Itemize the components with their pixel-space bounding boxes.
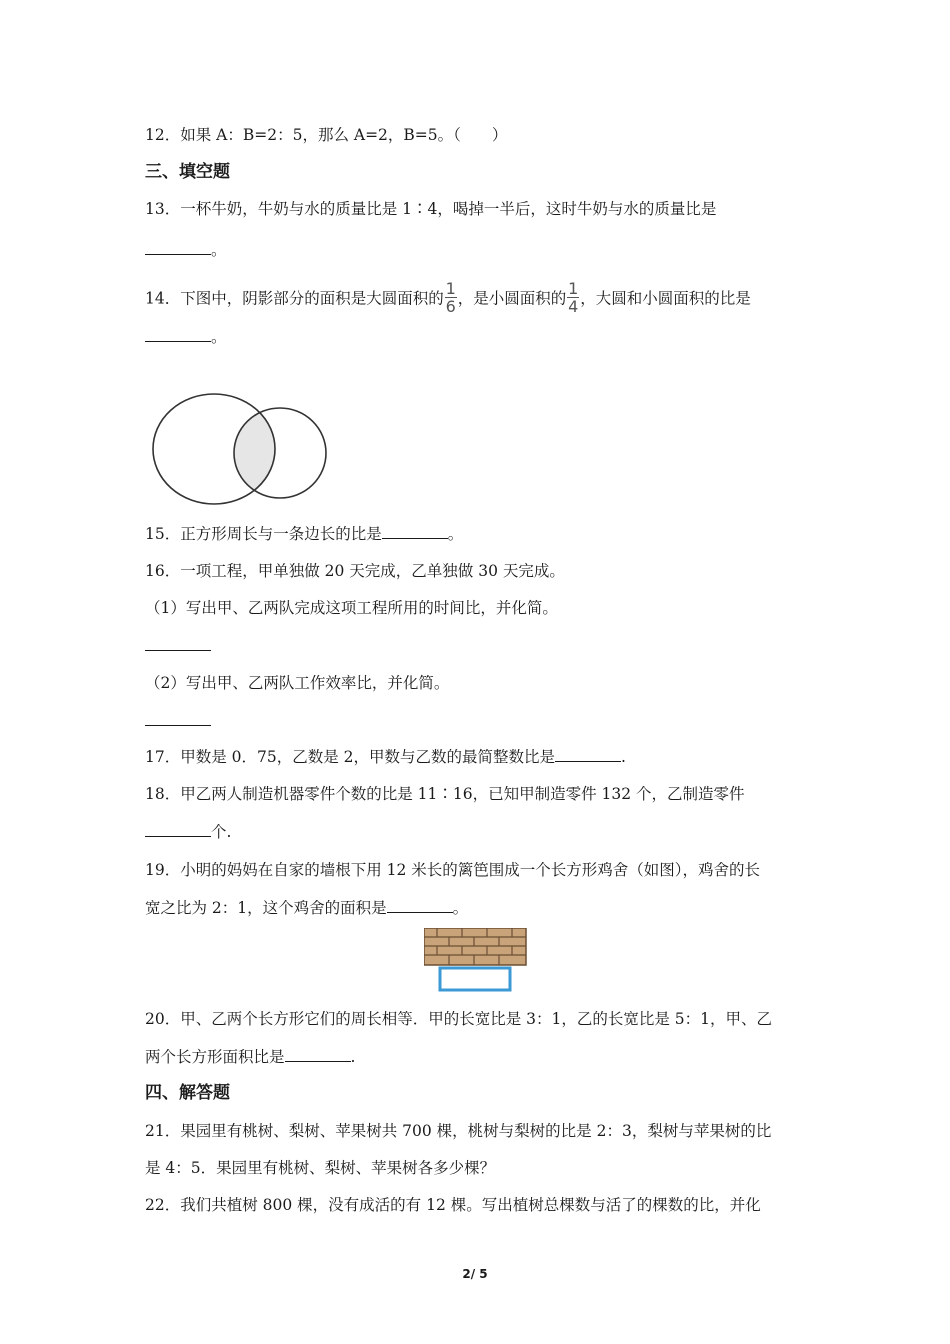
question-20-line1: 20．甲、乙两个长方形它们的周长相等．甲的长宽比是 3：1，乙的长宽比是 5：1，甲、乙 xyxy=(145,1010,773,1028)
question-16-sub1: （1）写出甲、乙两队完成这项工程所用的时间比，并化简。 xyxy=(145,599,558,617)
page-number: 2/ 5 xyxy=(462,1267,488,1281)
question-14-text-a: 14．下图中，阴影部分的面积是大圆面积的 xyxy=(145,289,444,308)
answer-blank[interactable] xyxy=(145,711,211,726)
question-21-line1: 21．果园里有桃树、梨树、苹果树共 700 棵，桃树与梨树的比是 2：3，梨树与苹果树的比 xyxy=(145,1122,772,1140)
question-12: 12．如果 A：B=2：5，那么 A=2，B=5。（ ） xyxy=(145,126,508,144)
brick-wall-coop-figure xyxy=(424,928,528,994)
answer-blank[interactable] xyxy=(145,822,211,837)
question-16: 16．一项工程，甲单独做 20 天完成，乙单独做 30 天完成。 xyxy=(145,562,565,580)
question-21-line2: 是 4：5．果园里有桃树、梨树、苹果树各多少棵？ xyxy=(145,1159,496,1177)
question-16-sub2: （2）写出甲、乙两队工作效率比，并化简。 xyxy=(145,674,450,692)
question-19-line2: 宽之比为 2：1，这个鸡舍的面积是 。 xyxy=(145,899,469,917)
answer-blank[interactable] xyxy=(382,524,448,539)
question-22-line1: 22．我们共植树 800 棵，没有成活的有 12 棵。写出植树总棵数与活了的棵数的比，并化 xyxy=(145,1196,761,1214)
question-13-line2 xyxy=(145,240,227,260)
question-14-text-b: ，是小圆面积的 xyxy=(457,289,567,308)
answer-blank[interactable] xyxy=(285,1047,351,1062)
section-heading-fill-in: 三、填空题 xyxy=(145,162,230,182)
chicken-coop-fence xyxy=(440,968,510,990)
question-14-line2 xyxy=(145,327,227,347)
question-13-tail: 。 xyxy=(211,241,227,259)
answer-blank[interactable] xyxy=(145,327,211,342)
question-18-line2: 个. xyxy=(145,822,231,842)
overlapping-circles-figure xyxy=(148,390,333,510)
answer-blank[interactable] xyxy=(145,636,211,651)
section-heading-solve: 四、解答题 xyxy=(145,1083,230,1103)
question-14-line1 xyxy=(145,279,751,316)
question-19-line1: 19．小明的妈妈在自家的墙根下用 12 米长的篱笆围成一个长方形鸡舍（如图），鸡舍的长 xyxy=(145,861,761,879)
answer-blank[interactable] xyxy=(145,240,211,255)
answer-blank[interactable] xyxy=(555,747,621,762)
question-16-sub1-answer xyxy=(145,636,211,656)
fraction-one-quarter: $\frac{1}{4}$ xyxy=(568,279,579,316)
question-20-line2: 两个长方形面积比是 . xyxy=(145,1048,356,1066)
question-13-line1: 13．一杯牛奶，牛奶与水的质量比是 1∶4，喝掉一半后，这时牛奶与水的质量比是 xyxy=(145,200,717,218)
fraction-one-sixth: $\frac{1}{6}$ xyxy=(445,279,456,316)
question-14-tail: 。 xyxy=(211,328,227,346)
question-17: 17．甲数是 0．75，乙数是 2，甲数与乙数的最简整数比是 . xyxy=(145,748,626,766)
answer-blank[interactable] xyxy=(387,898,453,913)
question-18-line1: 18．甲乙两人制造机器零件个数的比是 11∶16，已知甲制造零件 132 个，乙制造零件 xyxy=(145,785,745,803)
question-15: 15．正方形周长与一条边长的比是 。 xyxy=(145,525,464,543)
question-16-sub2-answer xyxy=(145,711,211,731)
question-14-text-c: ，大圆和小圆面积的比是 xyxy=(580,289,751,308)
